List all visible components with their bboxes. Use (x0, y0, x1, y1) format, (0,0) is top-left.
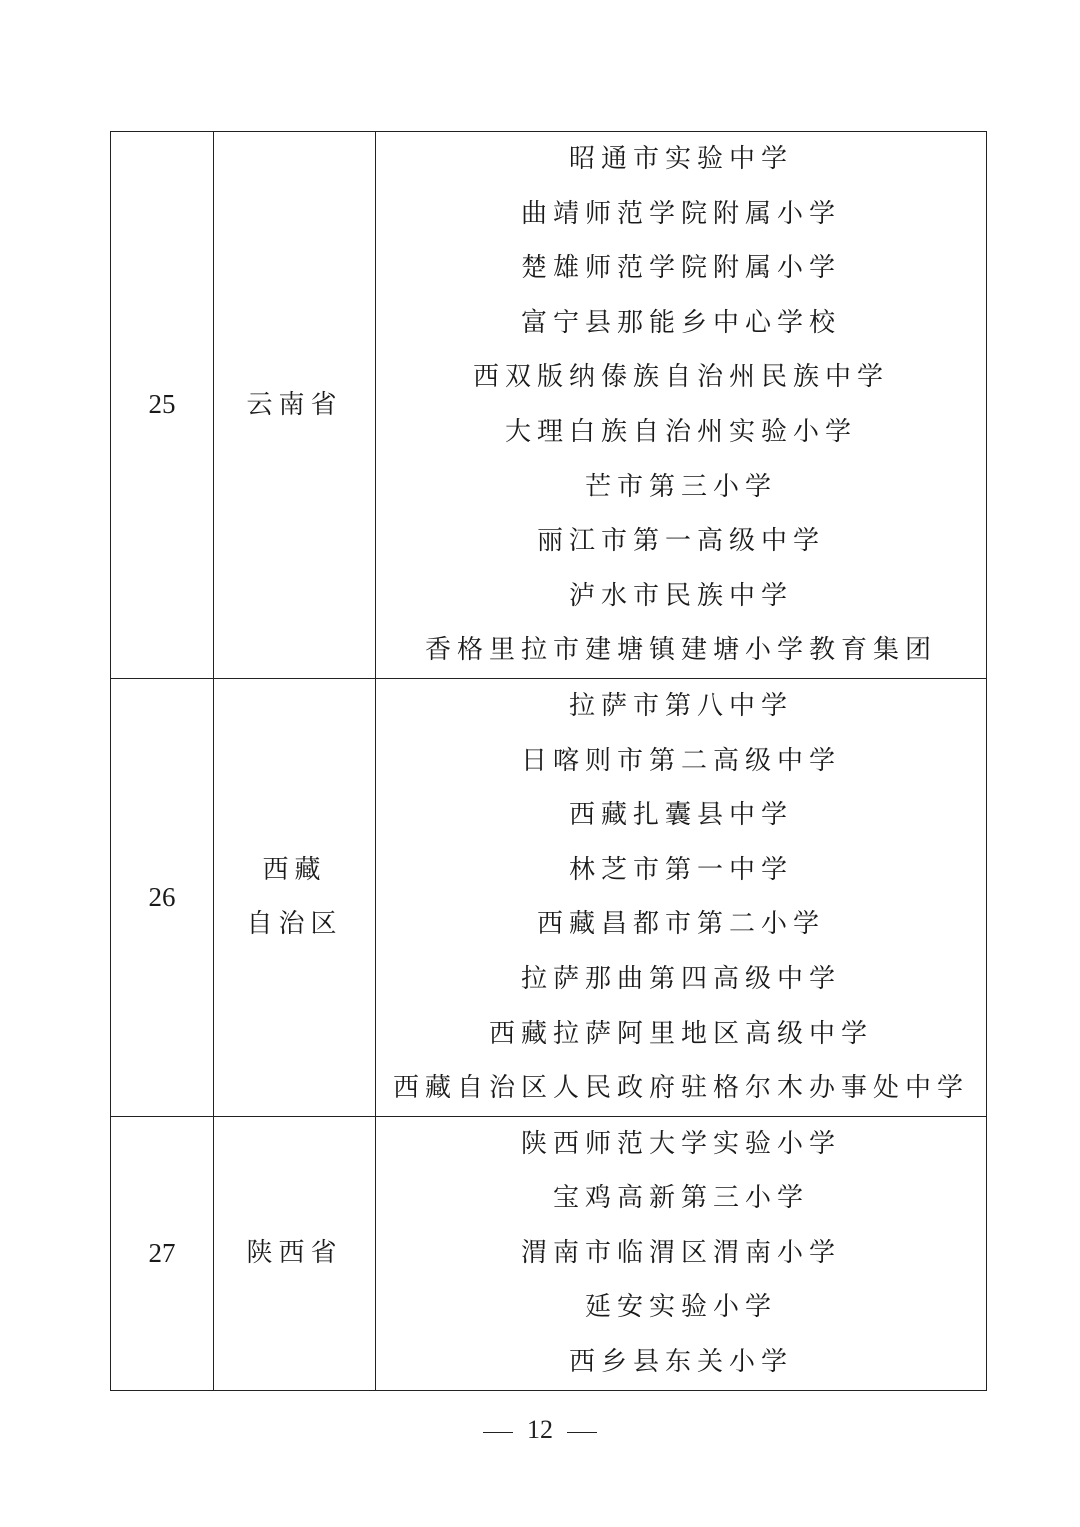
footer-dash-left (483, 1432, 513, 1433)
table-row (111, 1116, 987, 1390)
row-number: 26 (111, 678, 214, 1116)
table-row (111, 132, 987, 679)
province-name (214, 678, 376, 1116)
province-name (214, 1116, 376, 1390)
school-name: 陕西师范大学实验小学 (520, 1128, 841, 1159)
school-name: 大理白族自治州实验小学 (504, 416, 857, 447)
school-list (376, 132, 987, 679)
school-name: 西藏昌都市第二小学 (536, 909, 825, 940)
school-name: 西双版纳傣族自治州民族中学 (472, 362, 889, 393)
school-name: 丽江市第一高级中学 (536, 526, 825, 557)
row-number: 25 (111, 132, 214, 679)
school-name: 林芝市第一中学 (568, 854, 793, 885)
table-body (111, 132, 987, 1391)
school-list (376, 1116, 987, 1390)
school-name: 宝鸡高新第三小学 (552, 1183, 809, 1214)
school-name: 昭通市实验中学 (568, 144, 793, 174)
province-line: 自治区 (246, 909, 343, 940)
page-footer (0, 1415, 1080, 1445)
province-line: 陕西省 (246, 1238, 343, 1269)
school-name: 日喀则市第二高级中学 (520, 745, 841, 776)
school-name: 富宁县那能乡中心学校 (520, 307, 841, 338)
school-name: 泸水市民族中学 (568, 580, 793, 611)
row-number: 27 (111, 1116, 214, 1390)
school-name: 曲靖师范学院附属小学 (520, 198, 841, 229)
school-name: 西藏拉萨阿里地区高级中学 (488, 1018, 873, 1049)
school-name: 西乡县东关小学 (568, 1347, 793, 1378)
school-name: 芒市第三小学 (584, 471, 777, 502)
page-number: 12 (527, 1415, 553, 1444)
school-name: 拉萨市第八中学 (568, 690, 793, 721)
school-name: 楚雄师范学院附属小学 (520, 253, 841, 284)
school-name: 拉萨那曲第四高级中学 (520, 963, 841, 994)
school-name: 香格里拉市建塘镇建塘小学教育集团 (424, 635, 937, 666)
school-name: 渭南市临渭区渭南小学 (520, 1237, 841, 1268)
table-row (111, 678, 987, 1116)
school-name: 西藏自治区人民政府驻格尔木办事处中学 (392, 1073, 969, 1104)
school-name: 延安实验小学 (584, 1292, 777, 1323)
province-line: 云南省 (246, 389, 343, 420)
school-name: 西藏扎囊县中学 (568, 800, 793, 831)
province-name (214, 132, 376, 679)
school-list-table (110, 131, 987, 1391)
province-line: 西藏 (262, 855, 327, 886)
school-list (376, 678, 987, 1116)
footer-dash-right (567, 1432, 597, 1433)
